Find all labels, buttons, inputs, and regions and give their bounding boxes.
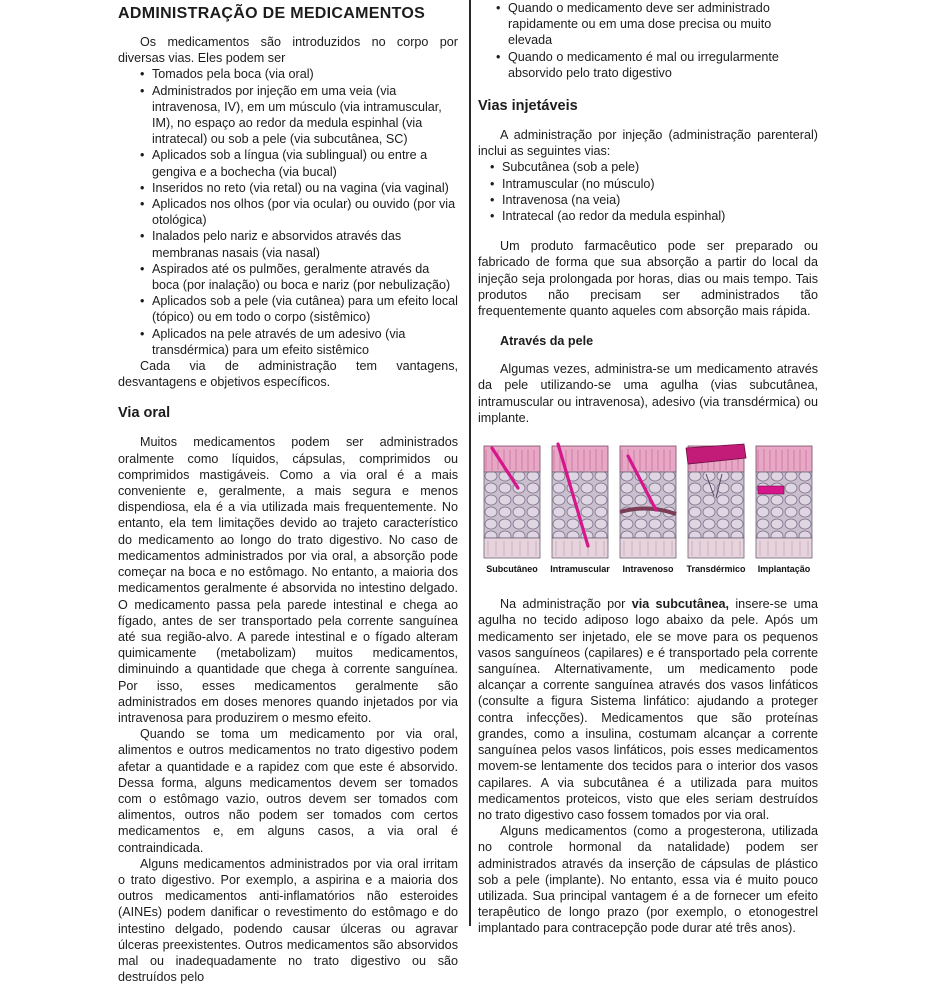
continued-list (478, 0, 818, 81)
list-item: • Subcutânea (sob a pele) (502, 159, 818, 175)
list-item: • Aplicados na pele através de um adesivo (via transdérmica) para um efeito sistêmico (152, 326, 458, 358)
list-item: • Quando o medicamento deve ser administrado rapidamente ou em uma dose precisa ou muito elevada (508, 0, 818, 49)
injectable-routes-list (478, 159, 818, 224)
list-item: • Aplicados sob a língua (via sublingual) ou entre a gengiva e a bochecha (via bucal) (152, 147, 458, 179)
intro-paragraph: Os medicamentos são introduzidos no corpo por diversas vias. Eles podem ser (118, 35, 458, 66)
caption-subcutaneous: Subcutâneo (486, 564, 538, 575)
oral-heading: Via oral (118, 405, 171, 422)
caption-implant: Implantação (757, 564, 811, 575)
left-column (118, 0, 458, 985)
oral-paragraph-3: Alguns medicamentos administrados por via oral irritam o trato digestivo. Por exemplo, a aspirina e a maioria dos outros medicamentos anti-inflamatórios não esteroides (AINEs) podem danificar o revestimento do estômago e do intestino delgado, podendo causar úlceras ou agravar úlceras preexistentes. Outros medicamentos são absorvidos mal ou inadequadamente no trato digestivo ou são destruídos pelo (118, 856, 458, 985)
list-item: • Intravenosa (na veia) (502, 192, 818, 208)
list-item: • Inalados pelo nariz e absorvidos através das membranas nasais (via nasal) (152, 228, 458, 260)
caption-intravenous: Intravenoso (622, 564, 674, 575)
skin-paragraph: Algumas vezes, administra-se um medicamento através da pele utilizando-se uma agulha (vias subcutânea, intramuscular ou intravenosa), adesivo (via transdérmica) ou implante. (478, 362, 818, 425)
list-item: • Administrados por injeção em uma veia (via intravenosa, IV), em um músculo (via intramuscular, IM), no espaço ao redor da medula espinhal (via intratecal) ou sob a pele (via subcutânea, SC) (152, 83, 458, 148)
right-column (478, 0, 818, 937)
injectable-paragraph: Um produto farmacêutico pode ser preparado ou fabricado de forma que sua absorção a partir do local da injeção seja prolongada por horas, dias ou mais tempo. Tais produtos não precisam ser administrados tão frequentemente quanto aqueles com absorção mais rápida. (478, 239, 818, 319)
routes-list (118, 66, 458, 358)
subcutaneous-diagram (484, 446, 540, 558)
sc-bold-term: via subcutânea, (631, 597, 730, 612)
sc-text-start: Na administração por (500, 597, 632, 612)
subcutaneous-paragraph (478, 596, 818, 823)
intravenous-diagram (620, 446, 676, 558)
caption-transdermal: Transdérmico (686, 564, 746, 575)
injection-routes-figure (478, 442, 818, 578)
injectable-heading: Vias injetáveis (478, 98, 578, 115)
implant-paragraph: Alguns medicamentos (como a progesterona, utilizada no controle hormonal da natalidade) podem ser administrados através da inserção de cápsulas de plástico sob a pele (implante). No entanto, essa via é muito pouco utilizada. Sua principal vantagem é a de fornecer um efeito terapêutico de longo prazo (por exemplo, o etonogestrel implantado para contracepção pode durar até três anos). (478, 824, 818, 936)
list-item: • Aspirados até os pulmões, geralmente através da boca (por inalação) ou boca e nariz (por nebulização) (152, 261, 458, 293)
injectable-intro: A administração por injeção (administração parenteral) inclui as seguintes vias: (478, 128, 818, 159)
sc-text-rest: insere-se uma agulha no tecido adiposo logo abaixo da pele. Após um medicamento ser injetado, ele se move para os pequenos vasos sanguíneos (capilares) e é transportado pela corrente sanguínea. Alternativamente, um medicamento pode alcançar a corrente sanguínea através dos vasos linfáticos (consulte a figura Sistema linfático: ajudando a proteger contra infecções). Medicamentos que são proteínas grandes, como a insulina, costumam alcançar a corrente sanguínea pelos vasos linfáticos, pois esses medicamentos movem-se lentamente dos tecidos para o interior dos vasos capilares. A via subcutânea é a utilizada para muitos medicamentos proteicos, visto que eles seriam destruídos no trato digestivo caso fossem tomados por via oral. (478, 597, 818, 822)
list-item: • Inseridos no reto (via retal) ou na vagina (via vaginal) (152, 180, 458, 196)
transdermal-diagram (686, 444, 746, 558)
section-title: ADMINISTRAÇÃO DE MEDICAMENTOS (118, 5, 426, 22)
intramuscular-diagram (552, 444, 608, 558)
caption-intramuscular: Intramuscular (550, 564, 610, 575)
oral-paragraph-2: Quando se toma um medicamento por via oral, alimentos e outros medicamentos no trato digestivo podem afetar a quantidade e a rapidez com que este é absorvido. Dessa forma, alguns medicamentos devem ser tomados com o estômago vazio, outros devem ser tomados com alimentos, outros não podem ser tomados com certos medicamentos e, em alguns casos, a via oral é contraindicada. (118, 727, 458, 855)
list-item: • Intratecal (ao redor da medula espinhal) (502, 208, 818, 224)
oral-paragraph-1: Muitos medicamentos podem ser administrados oralmente como líquidos, cápsulas, comprimidos ou comprimidos mastigáveis. Como a via oral é a mais conveniente e, geralmente, a mais segura e menos dispendiosa, ela é a via utilizada mais frequentemente. No entanto, ela tem limitações devido ao trajeto característico do medicamento ao longo do trato digestivo. No caso de medicamentos administrados por via oral, a absorção pode começar na boca e no estômago. No entanto, a maioria dos medicamentos geralmente é absorvida no intestino delgado. O medicamento passa pela parede intestinal e chega ao fígado, antes de ser transportado pela corrente sanguínea até sua região-alvo. A parede intestinal e o fígado alteram quimicamente (metabolizam) muitos medicamentos, diminuindo a quantidade que chega à corrente sanguínea. Por isso, esses medicamentos geralmente são administrados em doses menores quando injetados por via intravenosa para produzirem o mesmo efeito. (118, 435, 458, 725)
implant-diagram (756, 446, 812, 558)
list-item: • Quando o medicamento é mal ou irregularmente absorvido pelo trato digestivo (508, 49, 818, 81)
column-divider (469, 0, 471, 926)
skin-heading: Através da pele (500, 334, 594, 349)
routes-outro: Cada via de administração tem vantagens, desvantagens e objetivos específicos. (118, 359, 458, 390)
list-item: • Intramuscular (no músculo) (502, 176, 818, 192)
list-item: • Aplicados nos olhos (por via ocular) ou ouvido (por via otológica) (152, 196, 458, 228)
list-item: • Tomados pela boca (via oral) (152, 66, 458, 82)
list-item: • Aplicados sob a pele (via cutânea) para um efeito local (tópico) ou em todo o corpo (sistêmico) (152, 293, 458, 325)
